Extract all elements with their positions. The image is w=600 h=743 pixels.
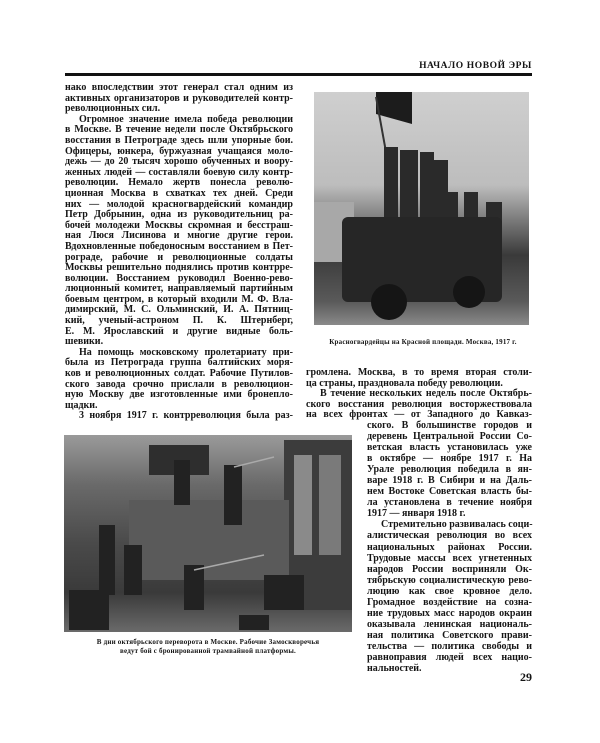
text-line: активных организаторов и руководителей контр-	[65, 92, 293, 104]
text-line: ную Москву две изготовленные ими бронепло-	[65, 389, 293, 401]
text-line: на всех фронтах — от Западного до Кавказ-	[306, 409, 532, 420]
header-rule	[65, 73, 532, 76]
text-line: нальностей.	[367, 663, 422, 675]
text-line: Громадное воздействие на созна-	[367, 596, 532, 608]
text-line: рограде, рабочие и революционные солдаты	[65, 251, 293, 263]
text-line: нем Востоке Советская власть бы-	[367, 486, 532, 498]
text-line: Е. М. Ярославский и другие видные боль-	[65, 325, 293, 337]
text-line: 3 ноября 1917 г. контрреволюция была раз-	[79, 410, 293, 422]
text-line: деревень Центральной России Со-	[367, 431, 532, 443]
text-line: в Москве. В течение недели после Октябрьского	[65, 124, 293, 136]
page-number: 29	[520, 670, 532, 684]
right-text-column	[306, 368, 532, 421]
photo2-caption	[64, 638, 352, 656]
text-line: громлена. Москва, в то время вторая столи-	[306, 367, 532, 378]
text-line: них — молодой красногвардейский командир	[65, 198, 293, 210]
text-line: люцию как свое кровное дело.	[367, 585, 532, 597]
text-line: боевым центром, в который входили М. Ф. Вла-	[65, 293, 293, 305]
text-line: варе 1918 г. В Сибири и на Даль-	[367, 475, 532, 487]
photo2-caption-line: В дни октябрьского переворота в Москве. Рабочие Замоскворечья	[96, 638, 320, 646]
photo2-caption-line: ведут бой с бронированной трамвайной платформы.	[120, 647, 296, 655]
text-line: Стремительно развивалась соци-	[381, 519, 533, 531]
text-line: тябрьскую социалистическую рево-	[367, 574, 532, 586]
text-line: тельства — политика свободы и	[367, 640, 532, 652]
text-line: ков и революционных солдат. Рабочие Путилов-	[65, 368, 293, 380]
text-line: ционная Москва в схватках тех дней. Среди	[65, 187, 293, 199]
text-line: кий, ученый-астроном П. К. Штернберг,	[65, 315, 293, 327]
photo-red-guards-red-square	[314, 92, 529, 325]
text-line: шевики.	[65, 336, 104, 348]
text-line: ние трудовых масс народов окраин	[367, 607, 532, 619]
photo-street-fight-tram-platform	[64, 435, 352, 632]
text-line: в октябре — ноябре 1917 г. На	[367, 453, 532, 465]
text-line: бочей молодежи Москвы скромная и бесстраш-	[65, 219, 293, 231]
text-line: революционных сил.	[65, 103, 161, 115]
text-line: оказывала ленинская националь-	[367, 618, 532, 630]
text-line: ная Люся Лисинова и многие другие герои.	[65, 230, 293, 242]
text-line: ветская власть установилась уже	[367, 442, 532, 454]
text-line: Вдохновленные победоносным восстанием в Пет-	[65, 240, 293, 252]
text-line: нако впоследствии этот генерал стал одним из	[65, 82, 293, 93]
text-line: 1917 — января 1918 г.	[367, 508, 466, 520]
text-line: дежь — до 20 тысяч хорошо обученных и воору-	[65, 156, 293, 168]
text-line: восстания в Петрограде здесь шли упорные бои.	[65, 134, 293, 146]
text-line: алистическая революция во всех	[367, 530, 532, 542]
text-line: Офицеры, юнкера, буржуазная учащаяся моло-	[65, 145, 293, 157]
text-line: Петр Добрынин, одна из руководительниц ра-	[65, 209, 293, 221]
photo1-caption: Красногвардейцы на Красной площади. Москва, 1917 г.	[329, 338, 517, 346]
photo2-image	[64, 435, 352, 632]
photo1-image	[314, 92, 529, 325]
text-line: Трудовые массы всех угнетенных	[367, 552, 532, 564]
narrow-text-column	[367, 420, 532, 674]
text-line: была из Петрограда группа балтийских моря-	[65, 357, 293, 369]
text-line: ского восстания революция восторжествовала	[306, 398, 532, 410]
text-line: щадки.	[65, 399, 98, 411]
text-line: ца страны, праздновала победу революции.	[306, 377, 503, 389]
text-line: димирский, М. С. Ольминский, И. А. Пятниц-	[65, 304, 293, 316]
text-line: В течение нескольких недель после Октябрь-	[320, 388, 532, 399]
text-line: женных людей — составляли боевую силу контр-	[65, 166, 293, 178]
text-line: люционный комитет, направляемый партийным	[65, 283, 293, 295]
left-text-column	[65, 83, 293, 422]
text-line: ла установлена в течение ноября	[367, 497, 532, 509]
text-line: национальных районах России.	[367, 541, 532, 553]
text-line: ского завода срочно прислали в революцион-	[65, 378, 293, 390]
text-line: Огромное значение имела победа революции	[79, 113, 293, 125]
running-head: НАЧАЛО НОВОЙ ЭРЫ	[419, 61, 532, 71]
text-line: волюции. Восстанием руководил Военно-рево-	[65, 272, 293, 284]
text-line: равноправия людей всех нацио-	[367, 651, 532, 663]
text-line: На помощь московскому пролетариату при-	[79, 346, 293, 358]
text-line: ная политика Советского прави-	[367, 629, 532, 641]
text-line: ского. В большинстве городов и	[367, 420, 532, 431]
text-line: революции. Немало жертв понесла револю-	[65, 177, 293, 189]
text-line: народов России восприняли Ок-	[367, 563, 532, 575]
text-line: Москвы решительно поднялись против контрре-	[65, 262, 293, 274]
text-line: Урале революция победила в ян-	[367, 464, 532, 476]
